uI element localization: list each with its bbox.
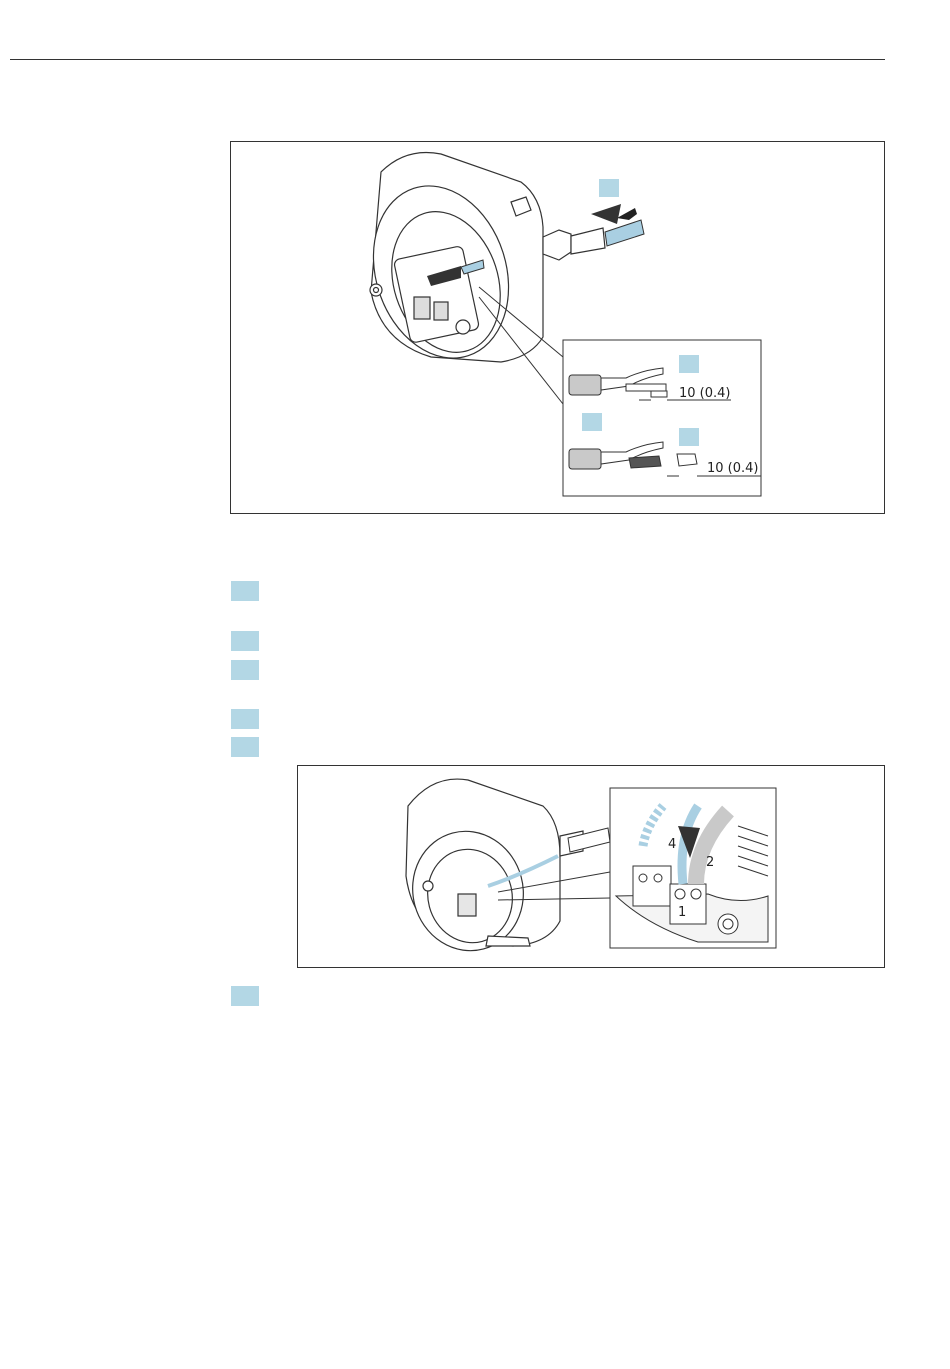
step-marker [231, 631, 259, 651]
transmitter-housing [352, 152, 571, 375]
step-marker [231, 986, 259, 1006]
header-rule [10, 59, 885, 60]
terminal-number: 1 [678, 905, 687, 920]
step-marker [231, 581, 259, 601]
figure-terminal-connection [297, 765, 885, 968]
callout-marker [582, 413, 602, 431]
callout-marker [679, 355, 699, 373]
terminal-number: 2 [706, 855, 715, 870]
callout-marker [599, 179, 619, 197]
dimension-label-bottom: 10 (0.4) [707, 461, 759, 476]
step-marker [231, 660, 259, 680]
dimension-label-top: 10 (0.4) [679, 386, 731, 401]
terminal-number: 4 [668, 837, 677, 852]
terminal-connection-illustration [298, 766, 885, 968]
transmitter-housing [399, 779, 583, 963]
figure-cable-stripping [230, 141, 885, 514]
cable-entry [571, 204, 644, 254]
cable-stripping-illustration [231, 142, 885, 514]
callout-marker [679, 428, 699, 446]
step-marker [231, 709, 259, 729]
insert-arrow-icon [591, 204, 621, 224]
step-marker [231, 737, 259, 757]
